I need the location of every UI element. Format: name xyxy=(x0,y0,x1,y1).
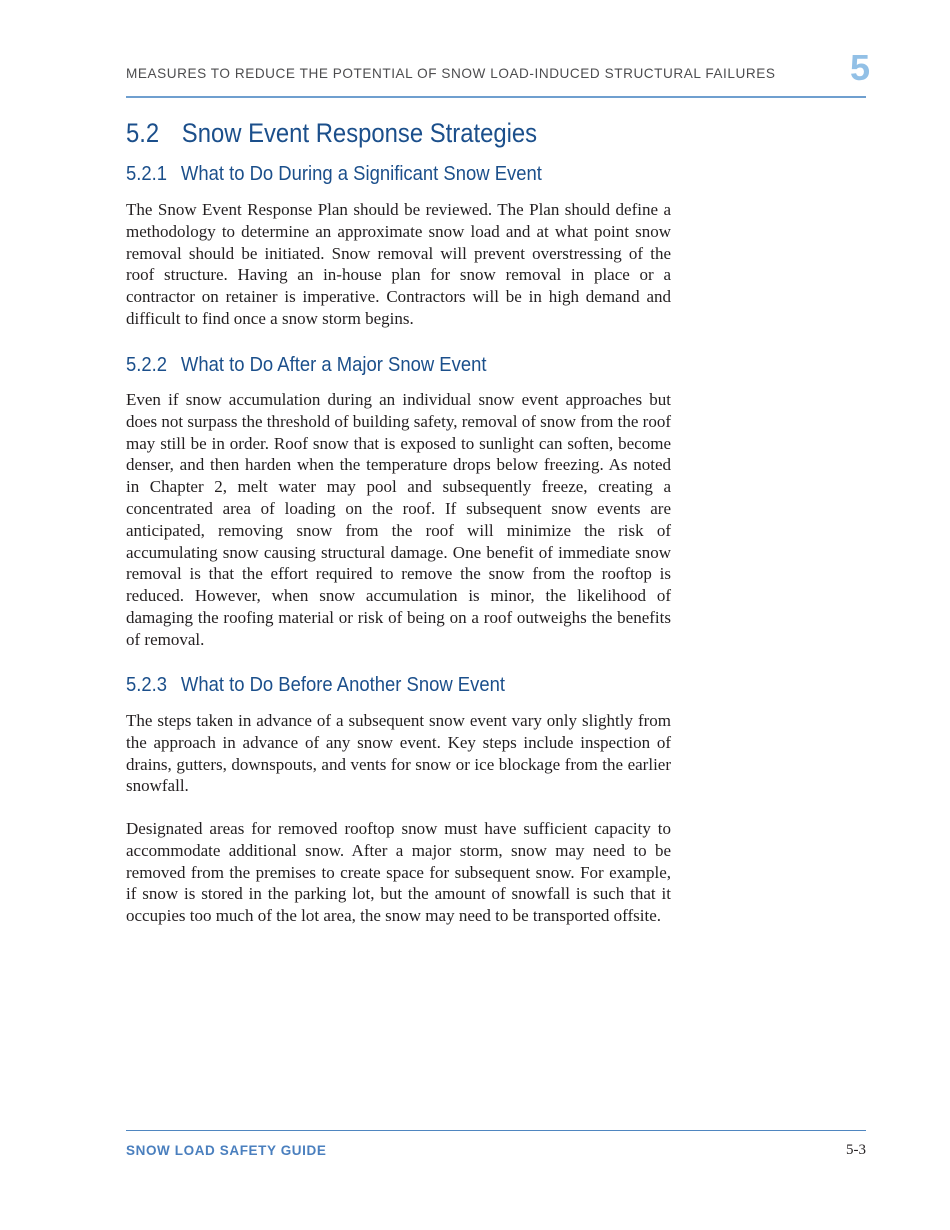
section-number: 5.2 xyxy=(126,118,160,148)
header-divider xyxy=(126,96,866,98)
running-head-title: MEASURES TO REDUCE THE POTENTIAL OF SNOW LOAD-INDUCED STRUCTURAL FAILURES xyxy=(126,66,776,81)
subsection-heading xyxy=(126,353,486,377)
section-heading xyxy=(126,118,537,149)
body-paragraph: The Snow Event Response Plan should be reviewed. The Plan should define a methodology to determine an approximate snow load and at what point snow removal should be initiated. Snow removal will prevent overstressing of the roof structure. Having an in-house plan for snow removal in place or a contractor on retainer is imperative. Contractors will be in high demand and difficult to find once a snow storm begins. xyxy=(126,200,671,328)
subsection-number: 5.2.1 xyxy=(126,162,168,185)
page-number: 5-3 xyxy=(846,1142,866,1158)
subsection-title: What to Do After a Major Snow Event xyxy=(180,353,487,376)
body-paragraph: Even if snow accumulation during an individual snow event approaches but does not surpass the threshold of building safety, removal of snow from the roof may still be in order. Roof snow that is exposed to sunlight can soften, become denser, and then harden when the temperature drops below freezing. As noted in Chapter 2, melt water may pool and subsequently freeze, creating a concentrated area of loading on the roof. If subsequent snow events are anticipated, removing snow from the roof will minimize the risk of accumulating snow causing structural damage. One benefit of immediate snow removal is that the effort required to remove the snow from the rooftop is reduced. However, when snow accumulation is minor, the likelihood of damaging the roofing material or risk of being on a roof outweighs the benefits of removal. xyxy=(126,390,671,649)
section-title: Snow Event Response Strategies xyxy=(181,118,538,148)
body-paragraph: The steps taken in advance of a subsequent snow event vary only slightly from the approach in advance of any snow event. Key steps include inspection of drains, gutters, downspouts, and vents for snow or ice blockage from the earlier snowfall. xyxy=(126,711,671,796)
footer-guide-title: SNOW LOAD SAFETY GUIDE xyxy=(126,1143,327,1158)
subsection-number: 5.2.2 xyxy=(126,353,168,376)
subsection-heading xyxy=(126,673,505,697)
subsection-title: What to Do Before Another Snow Event xyxy=(180,673,505,696)
body-paragraph: Designated areas for removed rooftop snow must have sufficient capacity to accommodate additional snow. After a major storm, snow may need to be removed from the premises to create space for subsequent snow. For example, if snow is stored in the parking lot, but the amount of snowfall is such that it occupies too much of the lot area, the snow may need to be transported offsite. xyxy=(126,819,671,926)
subsection-number: 5.2.3 xyxy=(126,673,168,696)
chapter-number: 5 xyxy=(849,47,870,88)
subsection-heading xyxy=(126,162,542,186)
footer-divider xyxy=(126,1130,866,1131)
subsection-title: What to Do During a Significant Snow Event xyxy=(180,162,542,185)
